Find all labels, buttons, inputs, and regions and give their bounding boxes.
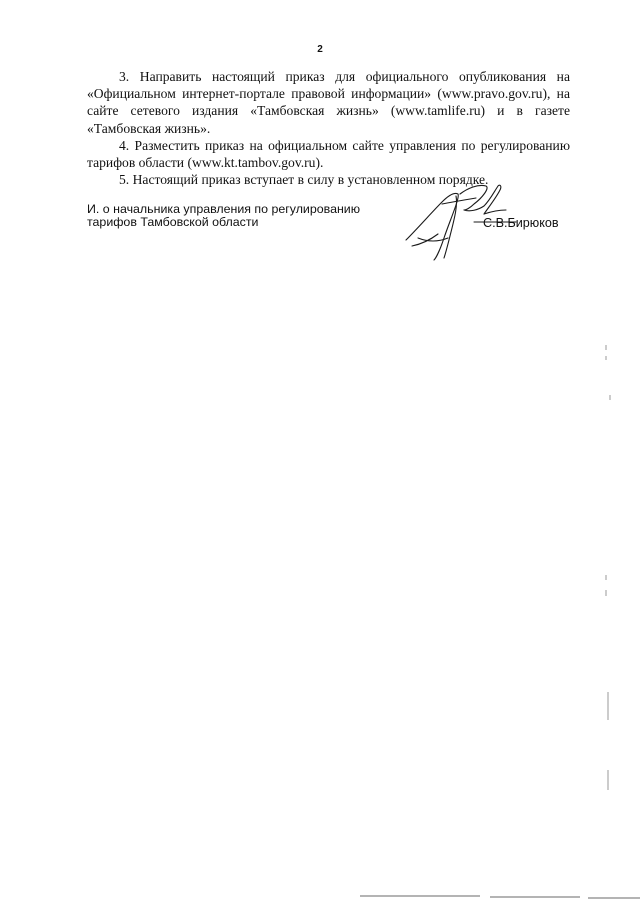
paragraph-5: 5. Настоящий приказ вступает в силу в установленном порядке. xyxy=(119,172,489,188)
signatory-position-line-2: тарифов Тамбовской области xyxy=(87,215,259,229)
scan-margin-marks xyxy=(600,0,612,905)
signatory-name: С.В.Бирюков xyxy=(483,216,559,230)
document-body xyxy=(87,68,570,188)
scan-bottom-edge xyxy=(360,893,640,901)
page-number: 2 xyxy=(317,44,323,55)
paragraph-4: 4. Разместить приказ на официальном сайте управления по регулированию тарифов области (www.kt.tambov.gov.ru). xyxy=(87,137,570,171)
paragraph-3: 3. Направить настоящий приказ для официального опубликования на «Официальном интернет-портале правовой информации» (www.pravo.gov.ru), на сайте сетевого издания «Тамбовская жизнь» (www.tamlife.ru) и в газете «Тамбовская жизнь». xyxy=(87,69,570,136)
signatory-position-line-1: И. о начальника управления по регулированию xyxy=(87,202,361,216)
signatory-position xyxy=(87,203,360,229)
